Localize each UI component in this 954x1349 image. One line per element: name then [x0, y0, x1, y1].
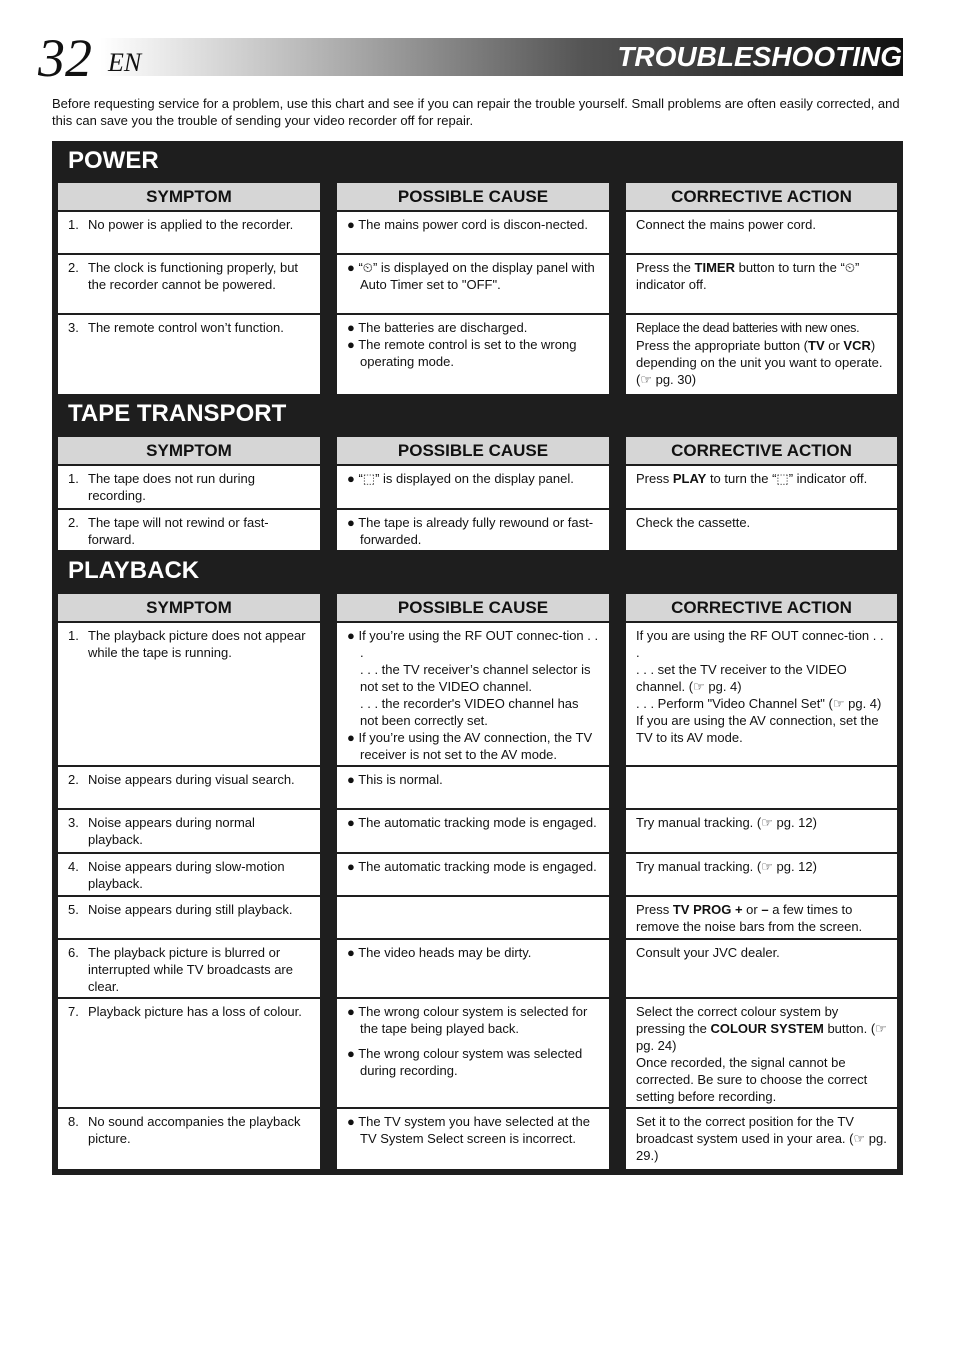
- table-row: [626, 854, 897, 895]
- cell-text: If you are using the RF OUT connec-tion . . .: [636, 628, 884, 660]
- table-row: [58, 212, 320, 253]
- table-row: [58, 940, 320, 997]
- cell-text: Noise appears during normal playback.: [88, 815, 255, 847]
- page-title: TROUBLESHOOTING: [617, 41, 902, 72]
- page-number: 32: [38, 28, 92, 88]
- cell-text: If you are using the AV connection, set the TV to its AV mode.: [636, 713, 879, 745]
- cell-text: Press the appropriate button (: [636, 338, 808, 353]
- cell-text: Playback picture has a loss of colour.: [88, 1004, 302, 1019]
- table-row: [626, 999, 897, 1107]
- table-row: ● The TV system you have selected at the TV System Select screen is incorrect.: [337, 1109, 609, 1169]
- cell-text: The TV system you have selected at the TV System Select screen is incorrect.: [358, 1114, 590, 1146]
- cell-text: The remote control is set to the wrong operating mode.: [358, 337, 577, 369]
- table-row: ● The video heads may be dirty.: [337, 940, 609, 997]
- cell-text: 2.: [68, 772, 79, 787]
- cell-text: –: [761, 902, 769, 917]
- table-row: ● The tape is already fully rewound or fast-forwarded.: [337, 510, 609, 550]
- cell-text: Replace the dead batteries with new ones.: [636, 321, 860, 335]
- table-row: [58, 315, 320, 394]
- cell-text: . . . Perform "Video Channel Set" (☞ pg. 4): [636, 696, 882, 711]
- table-row: [626, 510, 897, 550]
- cell-text: or: [742, 902, 762, 917]
- cell-text: Noise appears during still playback.: [88, 902, 293, 917]
- table-row: [626, 466, 897, 508]
- cell-text: If you’re using the AV connection, the TV receiver is not set to the AV mode.: [358, 730, 593, 762]
- cell-text: Connect the mains power cord.: [636, 217, 816, 232]
- cell-text: TIMER: [694, 260, 735, 275]
- cell-text: VCR: [843, 338, 871, 353]
- table-row: ● “⬚” is displayed on the display panel.: [337, 466, 609, 508]
- table-row: [58, 999, 320, 1107]
- cell-text: The tape is already fully rewound or fast-forwarded.: [358, 515, 594, 547]
- cell-text: The video heads may be dirty.: [358, 945, 532, 960]
- table-row: ● The automatic tracking mode is engaged.: [337, 810, 609, 852]
- cell-text: No power is applied to the recorder.: [88, 217, 294, 232]
- cell-text: 2.: [68, 515, 79, 530]
- cell-text: Press the: [636, 260, 695, 275]
- cell-text: The remote control won’t function.: [88, 320, 284, 335]
- column-header-symptom: SYMPTOM: [58, 183, 320, 210]
- cell-text: Once recorded, the signal cannot be corrected. Be sure to choose the correct setting before recording.: [636, 1055, 868, 1104]
- table-row: [58, 854, 320, 895]
- table-row: [626, 255, 897, 313]
- section-title: TAPE TRANSPORT: [68, 400, 287, 427]
- column-header-cause: POSSIBLE CAUSE: [337, 437, 609, 464]
- section-title: POWER: [68, 147, 159, 174]
- cell-text: Select the correct colour system by pressing the: [636, 1004, 839, 1036]
- cell-text: The wrong colour system is selected for the tape being played back.: [358, 1004, 588, 1036]
- cell-text: “⏲” is displayed on the display panel with Auto Timer set to "OFF".: [358, 260, 595, 292]
- table-row: ● The mains power cord is discon-nected.: [337, 212, 609, 253]
- cell-text: TV PROG +: [672, 902, 743, 917]
- table-row: [626, 810, 897, 852]
- cell-text: The wrong colour system was selected during recording.: [358, 1046, 583, 1078]
- cell-text: PLAY: [672, 471, 707, 486]
- table-row: [58, 897, 320, 938]
- cell-text: The playback picture does not appear while the tape is running.: [88, 628, 306, 660]
- table-row: ● The automatic tracking mode is engaged.: [337, 854, 609, 895]
- section-title: PLAYBACK: [68, 557, 200, 584]
- column-header-action: CORRECTIVE ACTION: [626, 183, 897, 210]
- table-row: [58, 810, 320, 852]
- table-row: [626, 1109, 897, 1169]
- cell-text: “⬚” is displayed on the display panel.: [358, 471, 574, 486]
- cell-text: or: [824, 338, 844, 353]
- table-row: [58, 255, 320, 313]
- cell-text: ) depending on the unit you want to operate. (☞ pg. 30): [636, 338, 883, 387]
- cell-text: button to turn the “⏲” indicator off.: [636, 260, 860, 292]
- cell-text: Press: [636, 471, 673, 486]
- table-row: [626, 940, 897, 997]
- cell-text: . . . the TV receiver’s channel selector is not set to the VIDEO channel.: [360, 662, 591, 694]
- table-row: [337, 897, 609, 938]
- table-row: [626, 212, 897, 253]
- cell-text: The tape will not rewind or fast-forward.: [88, 515, 269, 547]
- cell-text: The clock is functioning properly, but the recorder cannot be powered.: [88, 260, 299, 292]
- column-header-symptom: SYMPTOM: [58, 594, 320, 621]
- cell-text: a few times to remove the noise bars from the screen.: [636, 902, 863, 934]
- cell-text: This is normal.: [358, 772, 443, 787]
- table-row: [626, 897, 897, 938]
- cell-text: . . . set the TV receiver to the VIDEO channel. (☞ pg. 4): [636, 662, 847, 694]
- column-header-action: CORRECTIVE ACTION: [626, 594, 897, 621]
- cell-text: 3.: [68, 320, 79, 335]
- column-header-cause: POSSIBLE CAUSE: [337, 183, 609, 210]
- table-row: [58, 1109, 320, 1169]
- table-row: ● “⏲” is displayed on the display panel with Auto Timer set to "OFF".: [337, 255, 609, 313]
- column-header-symptom: SYMPTOM: [58, 437, 320, 464]
- cell-text: The tape does not run during recording.: [88, 471, 255, 503]
- column-header-action: CORRECTIVE ACTION: [626, 437, 897, 464]
- troubleshooting-table: [52, 141, 903, 1175]
- table-row: [58, 623, 320, 765]
- cell-text: 1.: [68, 628, 79, 643]
- language-code: EN: [108, 48, 142, 77]
- table-row: [58, 466, 320, 508]
- table-row: ● The wrong colour system is selected for the tape being played back. ● The wrong colour system was selected during recording.: [337, 999, 609, 1107]
- cell-text: Try manual tracking. (☞ pg. 12): [636, 815, 817, 830]
- cell-text: 2.: [68, 260, 79, 275]
- cell-text: 3.: [68, 815, 79, 830]
- column-header-cause: POSSIBLE CAUSE: [337, 594, 609, 621]
- cell-text: Check the cassette.: [636, 515, 751, 530]
- page-header: [0, 30, 954, 90]
- table-row: ● If you’re using the RF OUT connec-tion . . . . . . the TV receiver’s channel selector is not set to the VIDEO channel. . . . the recorder's VIDEO channel has not been correctly set. ● If you’re using the AV connection, the TV receiver is not set to the AV mode.: [337, 623, 609, 765]
- cell-text: 7.: [68, 1004, 79, 1019]
- table-row: ● The batteries are discharged. ● The remote control is set to the wrong operating mode.: [337, 315, 609, 394]
- cell-text: 6.: [68, 945, 79, 960]
- cell-text: . . . the recorder's VIDEO channel has not been correctly set.: [360, 696, 579, 728]
- cell-text: 1.: [68, 217, 79, 232]
- table-row: [626, 623, 897, 765]
- intro-text: Before requesting service for a problem, use this chart and see if you can repair the trouble yourself. Small problems are often easily corrected, and this can save you the trouble of sending your video recorder off for repair.: [52, 96, 900, 128]
- cell-text: The batteries are discharged.: [358, 320, 528, 335]
- cell-text: The playback picture is blurred or interrupted while TV broadcasts are clear.: [88, 945, 293, 994]
- cell-text: to turn the “⬚” indicator off.: [706, 471, 868, 486]
- cell-text: 1.: [68, 471, 79, 486]
- cell-text: The automatic tracking mode is engaged.: [358, 815, 597, 830]
- table-row: ● This is normal.: [337, 767, 609, 808]
- cell-text: Press: [636, 902, 673, 917]
- cell-text: 5.: [68, 902, 79, 917]
- cell-text: 8.: [68, 1114, 79, 1129]
- cell-text: Try manual tracking. (☞ pg. 12): [636, 859, 817, 874]
- cell-text: If you’re using the RF OUT connec-tion . . .: [358, 628, 599, 660]
- cell-text: COLOUR SYSTEM: [710, 1021, 824, 1036]
- table-row: [626, 767, 897, 808]
- cell-text: Noise appears during visual search.: [88, 772, 295, 787]
- table-row: [58, 767, 320, 808]
- cell-text: Consult your JVC dealer.: [636, 945, 780, 960]
- table-row: [626, 315, 897, 394]
- cell-text: The mains power cord is discon-nected.: [358, 217, 589, 232]
- cell-text: Set it to the correct position for the TV broadcast system used in your area. (☞ pg. 29.): [636, 1114, 887, 1163]
- table-row: [58, 510, 320, 550]
- cell-text: 4.: [68, 859, 79, 874]
- cell-text: TV: [808, 338, 825, 353]
- cell-text: button. (☞ pg. 24): [636, 1021, 887, 1053]
- cell-text: The automatic tracking mode is engaged.: [358, 859, 597, 874]
- cell-text: Noise appears during slow-motion playback.: [88, 859, 285, 891]
- cell-text: No sound accompanies the playback picture.: [88, 1114, 301, 1146]
